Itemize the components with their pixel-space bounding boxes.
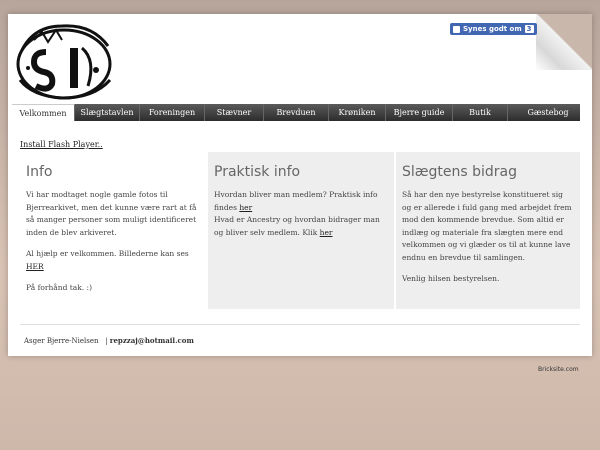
praktisk-ancestry-text: Hvad er Ancestry og hvordan bidrager man og bliver selv medlem. Klik (214, 215, 380, 237)
install-flash-link[interactable]: Install Flash Player.. (20, 140, 103, 149)
nav-item-staevner[interactable]: Stævner (205, 104, 264, 121)
facebook-like-button[interactable] (450, 23, 537, 35)
footer-name: Asger Bjerre-Nielsen (24, 337, 99, 345)
footer (24, 336, 194, 345)
nav-item-brevduen[interactable]: Brevduen (264, 104, 329, 121)
thumbs-up-icon (453, 26, 460, 33)
footer-divider (20, 324, 580, 325)
praktisk-ancestry-link[interactable]: her (319, 227, 333, 237)
praktisk-title: Praktisk info (214, 164, 301, 180)
bidrag-paragraph-2: Venlig hilsen bestyrelsen. (402, 274, 500, 283)
praktisk-column (208, 152, 394, 309)
nav-item-slaegtstavlen[interactable]: Slægtstavlen (75, 104, 140, 121)
footer-separator: | (105, 337, 108, 345)
nav-item-kroniken[interactable]: Krøniken (329, 104, 386, 121)
nav-item-velkommen[interactable]: Velkommen (12, 104, 75, 121)
info-help-text: Al hjælp er velkommen. Billederne kan ses (26, 249, 189, 258)
facebook-like-count: 3 (526, 25, 532, 33)
info-paragraph-3: På forhånd tak. :) (26, 283, 93, 292)
main-navigation (12, 104, 580, 121)
info-column (20, 152, 206, 309)
nav-item-foreningen[interactable]: Foreningen (140, 104, 205, 121)
bricksite-credit-link[interactable]: Bricksite.com (538, 366, 579, 373)
info-paragraph-1: Vi har modtaget nogle gamle fotos til Bjerrearkivet, men det kunne være rart at få så manger personer som muligt identificeret inden de blev arkiveret. (26, 190, 197, 237)
praktisk-member-link[interactable]: her (239, 202, 253, 212)
bidrag-column (396, 152, 580, 309)
facebook-like-label: Synes godt om (463, 25, 522, 33)
praktisk-paragraph (214, 189, 388, 239)
site-logo[interactable] (12, 20, 116, 100)
nav-item-butik[interactable]: Butik (453, 104, 508, 121)
info-title: Info (26, 164, 53, 180)
footer-email[interactable]: repzzaj@hotmail.com (109, 336, 194, 345)
bidrag-title: Slægtens bidrag (402, 164, 518, 180)
praktisk-member-text: Hvordan bliver man medlem? Praktisk info findes (214, 190, 378, 212)
bidrag-paragraph-1: Så har den nye bestyrelse konstitueret sig og er allerede i fuld gang med arbejdet frem mod den kommende brevdue. Som altid er indlæg og materiale fra slægten mere end velkommen og vi glæder os til at kunne lave endnu en brevdue til samlingen. (402, 190, 572, 262)
info-photos-link[interactable]: HER (26, 261, 44, 271)
info-paragraph-2 (26, 248, 200, 273)
nav-item-bjerre-guide[interactable]: Bjerre guide (386, 104, 453, 121)
nav-item-gaestebog[interactable]: Gæstebog (527, 108, 569, 117)
page-curl (536, 14, 592, 70)
